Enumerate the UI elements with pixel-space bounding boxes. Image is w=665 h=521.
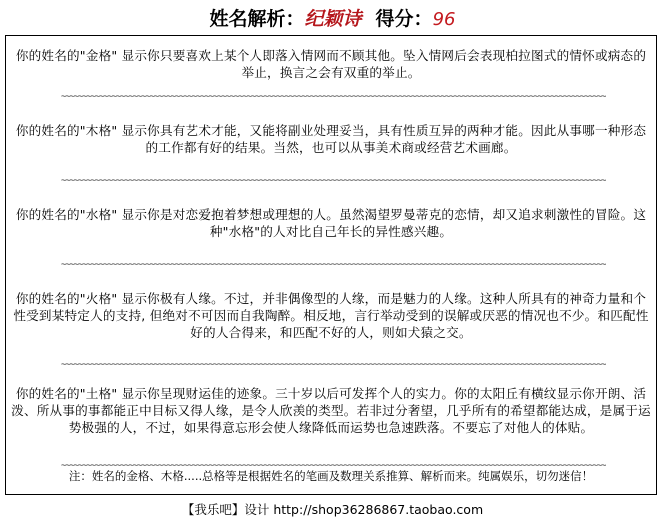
section-earth: 你的姓名的"土格" 显示你呈现财运佳的迹象。三十岁以后可发挥个人的实力。你的太阳丘有横纹显示你开朗、活泼、所从事的事都能正中目标又得人缘，是令人欣羡的类型。若非过分奢望，几乎所有的希望都能达成，是属于运势极强的人，不过，如果得意忘形会使人缘降低而运势也急速跌落。不要忘了对他人的体贴。 [11, 386, 651, 435]
score-value: 96 [432, 9, 456, 30]
section-water: 你的姓名的"水格" 显示你是对恋爱抱着梦想或理想的人。虽然渴望罗曼蒂克的恋情，却又追求刺激性的冒险。这种"水格"的人对比自己年长的异性感兴趣。 [15, 207, 647, 239]
title-label: 姓名解析： [209, 8, 305, 30]
score-label: 得分： [375, 8, 433, 30]
footer-credit: 【我乐吧】设计 http://shop36286867.taobao.com [181, 502, 484, 517]
section-divider [61, 262, 606, 268]
section-divider [61, 178, 606, 184]
section-metal: 你的姓名的"金格" 显示你只要喜欢上某个人即落入情网而不顾其他。坠入情网后会表现柏拉图式的情怀或病态的举止，换言之会有双重的举止。 [15, 48, 647, 80]
disclaimer-note: 注：姓名的金格、木格.....总格等是根据姓名的笔画及数理关系推算、解析而来。纯属娱乐，切勿迷信！ [68, 469, 594, 483]
section-wood: 你的姓名的"木格" 显示你具有艺术才能，又能将副业处理妥当，具有性质互异的两种才能。因此从事哪一种形态的工作都有好的结果。当然，也可以从事美术商或经营艺术画廊。 [15, 123, 647, 155]
section-divider [61, 94, 606, 100]
section-fire: 你的姓名的"火格" 显示你极有人缘。不过，并非偶像型的人缘，而是魅力的人缘。这种人所具有的神奇力量和个性受到某特定人的支持, 但绝对不可因而自我陶醉。相反地，言行举动受到的误解或厌恶的情况也不少。和匹配性好的人合得来，和匹配不好的人，则如犬猿之交。 [13, 291, 649, 340]
page-title [0, 6, 665, 32]
analysis-panel [5, 35, 657, 495]
section-divider [61, 362, 606, 368]
analyzed-name: 纪颖诗 [304, 8, 362, 30]
